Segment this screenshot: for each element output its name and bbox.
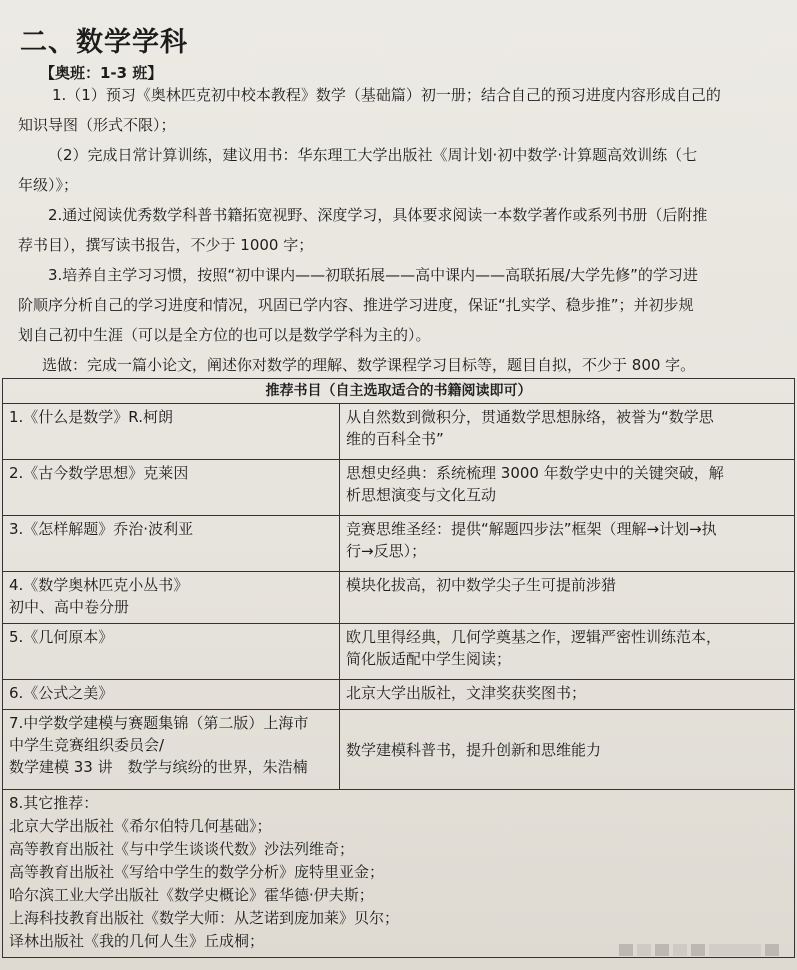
other-item: 高等教育出版社《写给中学生的数学分析》庞特里亚金； xyxy=(9,863,385,881)
book-desc-cell: 模块化拔高，初中数学尖子生可提前涉猎 xyxy=(340,572,795,624)
paragraph-line: 1.（1）预习《奥林匹克初中校本教程》数学（基础篇）初一册；结合自己的预习进度内容形成自己的 xyxy=(52,86,721,104)
book-title-cell: 4.《数学奥林匹克小丛书》 初中、高中卷分册 xyxy=(3,572,340,624)
book-title-cell: 2.《古今数学思想》克莱因 xyxy=(3,460,340,516)
paragraph-line: 2.通过阅读优秀数学科普书籍拓宽视野、深度学习，具体要求阅读一本数学著作或系列书册（后附推 xyxy=(48,206,708,224)
book-desc-cell: 思想史经典：系统梳理 3000 年数学史中的关键突破，解 析思想演变与文化互动 xyxy=(340,460,795,516)
other-item: 哈尔滨工业大学出版社《数学史概论》霍华德·伊夫斯； xyxy=(9,886,374,904)
paragraph-line: 3.培养自主学习习惯，按照“初中课内——初联拓展——高中课内——高联拓展/大学先修”的学习进 xyxy=(48,266,698,284)
paragraph-line: （2）完成日常计算训练，建议用书：华东理工大学出版社《周计划·初中数学·计算题高效训练（七 xyxy=(48,146,698,164)
other-recommendations-cell xyxy=(3,790,795,958)
table-row xyxy=(3,710,795,790)
other-item: 上海科技教育出版社《数学大师：从芝诺到庞加莱》贝尔； xyxy=(9,909,400,927)
blurred-watermark xyxy=(619,944,779,956)
book-desc-cell: 欧几里得经典，几何学奠基之作，逻辑严密性训练范本， 简化版适配中学生阅读； xyxy=(340,624,795,680)
book-desc-cell: 从自然数到微积分，贯通数学思想脉络，被誉为“数学思 维的百科全书” xyxy=(340,404,795,460)
section-heading: 二、数学学科 xyxy=(20,27,188,58)
book-title-cell: 3.《怎样解题》乔治·波利亚 xyxy=(3,516,340,572)
book-desc-cell: 北京大学出版社，文津奖获奖图书； xyxy=(340,680,795,710)
book-title-cell: 1.《什么是数学》R.柯朗 xyxy=(3,404,340,460)
book-desc-cell: 竞赛思维圣经：提供“解题四步法”框架（理解→计划→执 行→反思）； xyxy=(340,516,795,572)
book-title-cell: 7.中学数学建模与赛题集锦（第二版）上海市 中学生竞赛组织委员会/ 数学建模 33 讲 数学与缤纷的世界，朱浩楠 xyxy=(3,710,340,790)
table-row xyxy=(3,624,795,680)
paragraph-line: 划自己初中生涯（可以是全方位的也可以是数学学科为主的）。 xyxy=(18,326,431,344)
other-heading: 8.其它推荐： xyxy=(9,794,99,812)
book-title-cell: 6.《公式之美》 xyxy=(3,680,340,710)
table-row xyxy=(3,680,795,710)
other-item: 高等教育出版社《与中学生谈谈代数》沙法列维奇； xyxy=(9,840,355,858)
book-title-cell: 5.《几何原本》 xyxy=(3,624,340,680)
book-desc-cell: 数学建模科普书，提升创新和思维能力 xyxy=(340,710,795,790)
table-row xyxy=(3,404,795,460)
table-row xyxy=(3,790,795,958)
other-item: 译林出版社《我的几何人生》丘成桐； xyxy=(9,932,265,950)
recommended-books-table xyxy=(2,378,795,958)
other-item: 北京大学出版社《希尔伯特几何基础》； xyxy=(9,817,272,835)
paragraph-line: 荐书目），撰写读书报告，不少于 1000 字； xyxy=(18,236,314,254)
paragraph-line: 年级）》； xyxy=(18,176,79,194)
table-row xyxy=(3,460,795,516)
requirements-text xyxy=(18,86,783,375)
optional-task-line: 选做：完成一篇小论文，阐述你对数学的理解、数学课程学习目标等，题目自拟，不少于 800 字。 xyxy=(42,356,696,374)
table-header: 推荐书目（自主选取适合的书籍阅读即可） xyxy=(3,379,795,404)
paragraph-line: 阶顺序分析自己的学习进度和情况，巩固已学内容、推进学习进度，保证“扎实学、稳步推”；并初步规 xyxy=(18,296,694,314)
class-label: 【奥班：1-3 班】 xyxy=(40,64,163,82)
table-row xyxy=(3,516,795,572)
paragraph-line: 知识导图（形式不限）； xyxy=(18,116,176,134)
table-row xyxy=(3,572,795,624)
